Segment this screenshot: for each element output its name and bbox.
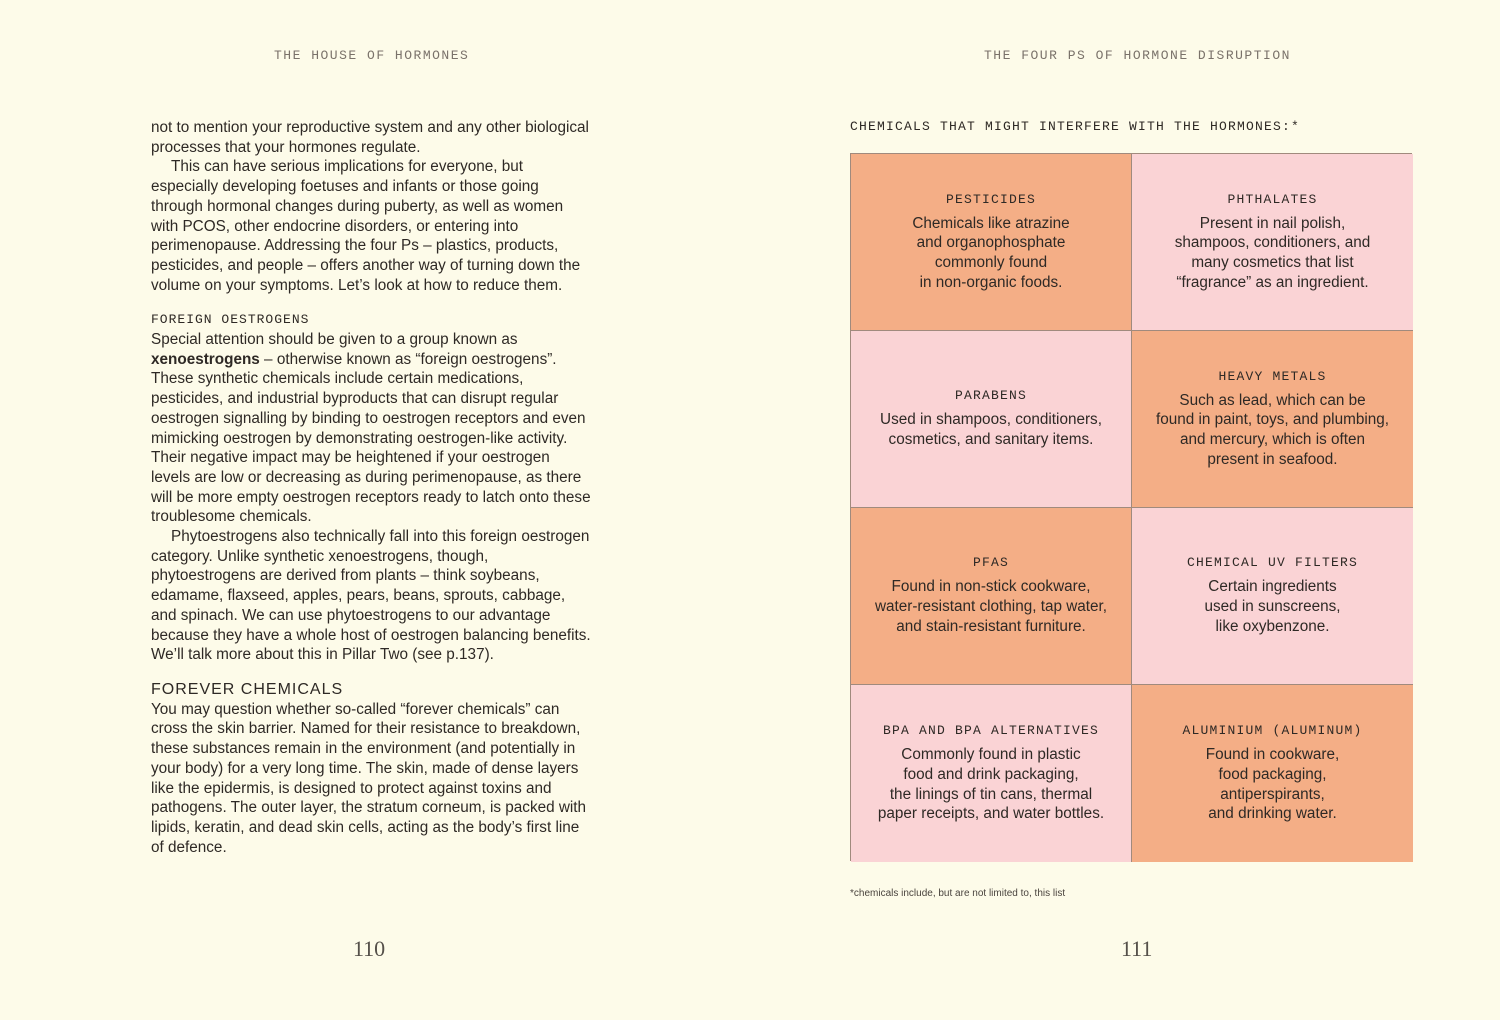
- text-run: Special attention should be given to a group known as: [151, 331, 518, 349]
- cell-body: Chemicals like atrazine and organophosphate commonly found in non-organic foods.: [912, 214, 1070, 291]
- table-cell-aluminium: [1132, 685, 1413, 862]
- table-title: CHEMICALS THAT MIGHT INTERFERE WITH THE HORMONES:*: [850, 119, 1301, 134]
- body-text: [151, 118, 591, 857]
- cell-heading: PESTICIDES: [945, 191, 1036, 207]
- table-cell-parabens: [851, 331, 1132, 508]
- cell-body: Used in shampoos, conditioners, cosmetics, and sanitary items.: [880, 411, 1102, 448]
- table-cell-pfas: [851, 508, 1132, 685]
- cell-heading: BPA AND BPA ALTERNATIVES: [882, 723, 1100, 739]
- cell-heading: PFAS: [972, 555, 1009, 571]
- cell-body: Present in nail polish, shampoos, conditioners, and many cosmetics that list “fragrance” as an ingredient.: [1174, 214, 1371, 291]
- running-head: THE FOUR PS OF HORMONE DISRUPTION: [984, 48, 1291, 63]
- paragraph: not to mention your reproductive system and any other biological processes that your hormones regulate.: [151, 119, 589, 156]
- paragraph: You may question whether so-called “forever chemicals” can cross the skin barrier. Named for their resistance to breakdown, these substances remain in the environment (and potentially in your body) for a very long time. The skin, made of dense layers like the epidermis, is designed to protect against toxins and pathogens. The outer layer, the stratum corneum, is packed with lipids, keratin, and dead skin cells, acting as the body’s first line of defence.: [151, 700, 587, 856]
- table-cell-phthalates: [1132, 154, 1413, 331]
- term-xenoestrogens: xenoestrogens: [151, 350, 260, 368]
- cell-body: Commonly found in plastic food and drink packaging, the linings of tin cans, thermal paper receipts, and water bottles.: [877, 746, 1105, 823]
- cell-heading: CHEMICAL UV FILTERS: [1186, 555, 1359, 571]
- cell-heading: HEAVY METALS: [1218, 368, 1327, 384]
- page-number: 111: [1121, 936, 1153, 961]
- paragraph: Phytoestrogens also technically fall into this foreign oestrogen category. Unlike synthetic xenoestrogens, though, phytoestrogens are derived from plants – think soybeans, edamame, flaxseed, apples, pears, beans, sprouts, cabbage, and spinach. We can use phytoestrogens to our advantage because they have a whole host of oestrogen balancing benefits. We’ll talk more about this in Pillar Two (see p.137).: [151, 528, 591, 664]
- right-page: [750, 0, 1500, 1020]
- cell-body: Found in cookware, food packaging, antiperspirants, and drinking water.: [1205, 746, 1340, 823]
- cell-heading: PHTHALATES: [1227, 191, 1318, 207]
- cell-body: Certain ingredients used in sunscreens, like oxybenzone.: [1204, 578, 1341, 635]
- table-cell-heavy-metals: [1132, 331, 1413, 508]
- chemicals-table: [850, 153, 1412, 861]
- running-head: THE HOUSE OF HORMONES: [274, 48, 470, 63]
- cell-body: Such as lead, which can be found in paint, toys, and plumbing, and mercury, which is often present in seafood.: [1155, 391, 1389, 468]
- subheading-foreign-oestrogens: FOREIGN OESTROGENS: [151, 312, 310, 328]
- paragraph: [151, 330, 591, 527]
- subheading-forever-chemicals: FOREVER CHEMICALS: [151, 680, 344, 698]
- table-cell-pesticides: [851, 154, 1132, 331]
- footnote: *chemicals include, but are not limited to, this list: [850, 888, 1066, 899]
- table-cell-bpa: [851, 685, 1132, 862]
- text-run: – otherwise known as “foreign oestrogens”. These synthetic chemicals include certain medications, pesticides, and industrial byproducts that can disrupt regular oestrogen signalling by binding to oestrogen receptors and even mimicking oestrogen by demonstrating oestrogen-like activity. Their negative impact may be heightened if your oestrogen levels are low or decreasing as during perimenopause, as there will be more empty oestrogen receptors ready to latch onto these troublesome chemicals.: [151, 350, 591, 526]
- paragraph: This can have serious implications for everyone, but especially developing foetuses and infants or those going through hormonal changes during puberty, as well as women with PCOS, other endocrine disorders, or entering into perimenopause. Addressing the four Ps – plastics, products, pesticides, and people – offers another way of turning down the volume on your symptoms. Let’s look at how to reduce them.: [151, 158, 581, 294]
- cell-heading: ALUMINIUM (ALUMINUM): [1182, 723, 1363, 739]
- cell-body: Found in non-stick cookware, water-resistant clothing, tap water, and stain-resistant furniture.: [874, 578, 1108, 635]
- page-number: 110: [353, 936, 386, 961]
- cell-heading: PARABENS: [954, 388, 1027, 404]
- table-cell-chemical-uv-filters: [1132, 508, 1413, 685]
